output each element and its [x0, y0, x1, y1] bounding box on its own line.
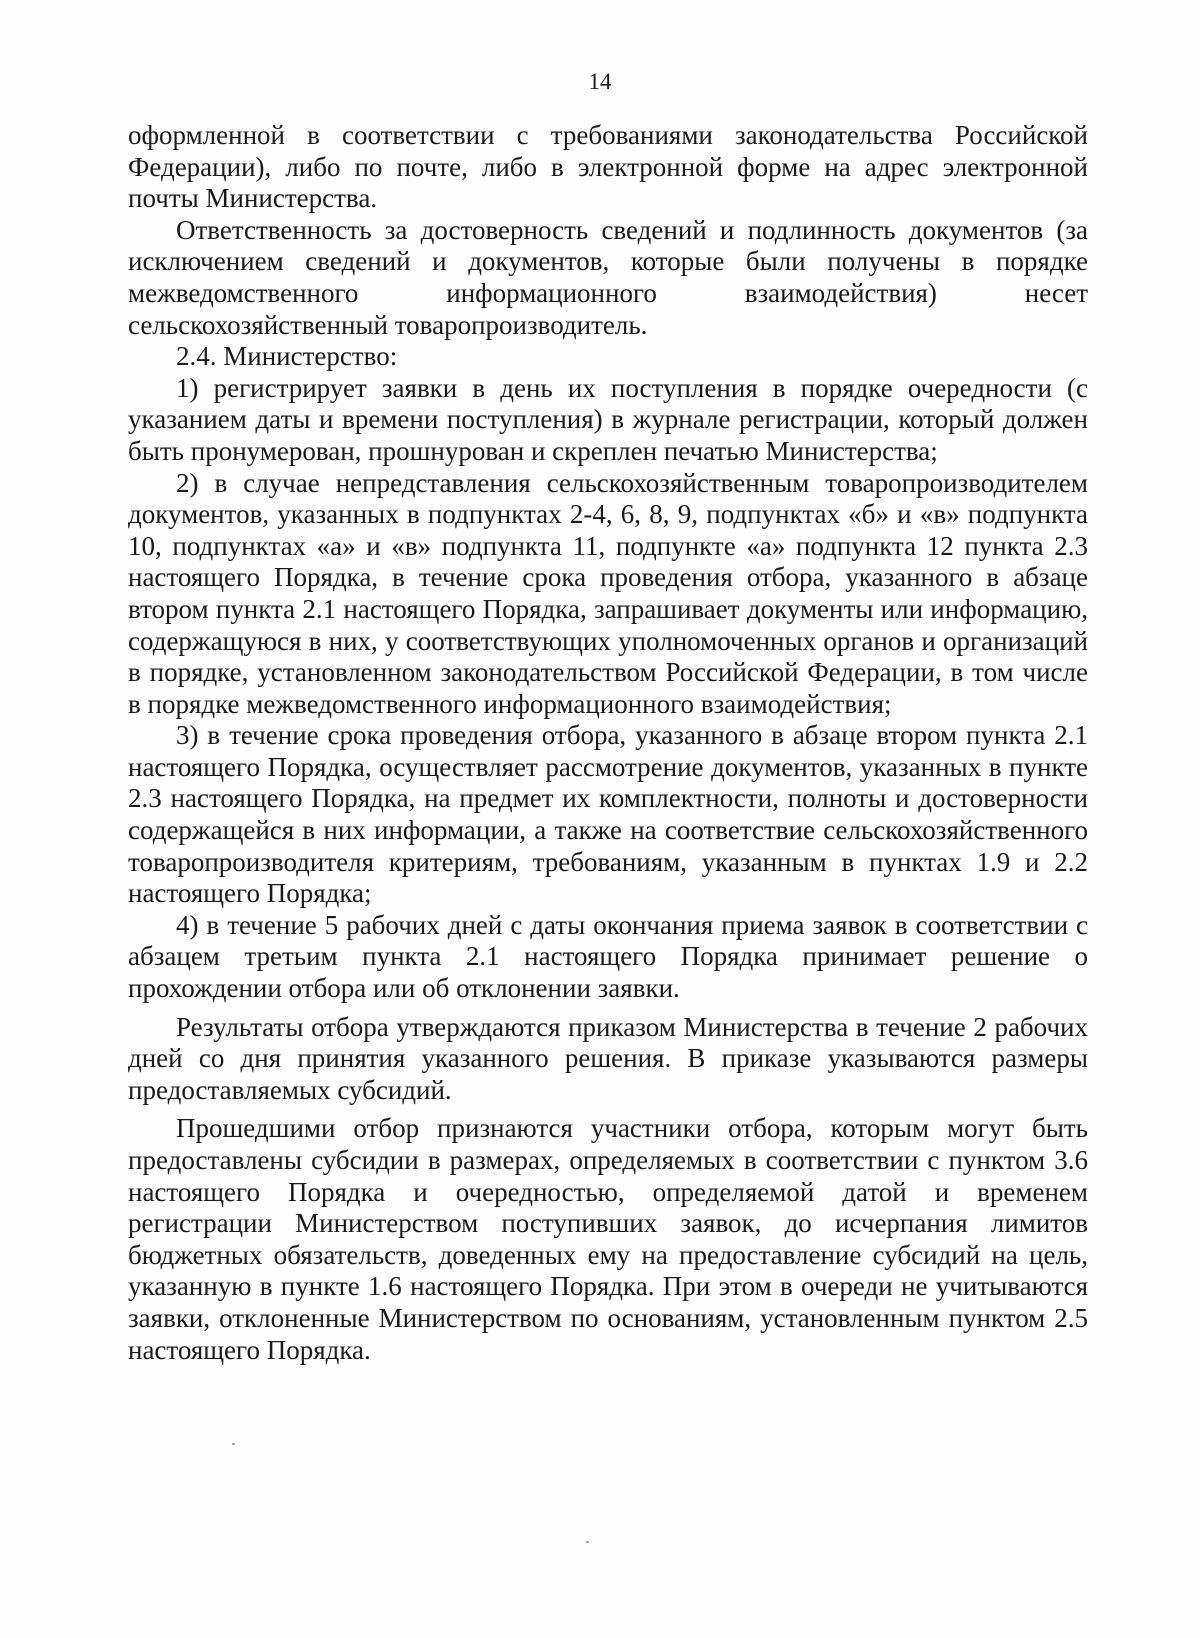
list-item-3: 3) в течение срока проведения отбора, указанного в абзаце втором пункта 2.1 настоящего Порядка, осуществляет рассмотрение документов, указанных в пункте 2.3 настоящего Порядка, на предмет их комплектности, полноты и достоверности содержащейся в них информации, а также на соответствие сельскохозяйственного товаропроизводителя критериям, требованиям, указанным в пунктах 1.9 и 2.2 настоящего Порядка;	[128, 720, 1088, 909]
document-body	[128, 120, 1088, 1366]
scan-speck	[586, 1541, 589, 1543]
paragraph-results: Результаты отбора утверждаются приказом Министерства в течение 2 рабочих дней со дня принятия указанного решения. В приказе указываются размеры предоставляемых субсидий.	[128, 1011, 1088, 1105]
paragraph-responsibility: Ответственность за достоверность сведений и подлинность документов (за исключением сведений и документов, которые были получены в порядке межведомственного информационного взаимодействия) несет сельскохозяйственный товаропроизводитель.	[128, 214, 1088, 340]
list-item-4: 4) в течение 5 рабочих дней с даты окончания приема заявок в соответствии с абзацем третьим пункта 2.1 настоящего Порядка принимает решение о прохождении отбора или об отклонении заявки.	[128, 909, 1088, 1004]
list-item-2: 2) в случае непредставления сельскохозяйственным товаропроизводителем документов, указанных в подпунктах 2-4, 6, 8, 9, подпунктах «б» и «в» подпункта 10, подпунктах «а» и «в» подпункта 11, подпункте «а» подпункта 12 пункта 2.3 настоящего Порядка, в течение срока проведения отбора, указанного в абзаце втором пункта 2.1 настоящего Порядка, запрашивает документы или информацию, содержащуюся в них, у соответствующих уполномоченных органов и организаций в порядке, установленном законодательством Российской Федерации, в том числе в порядке межведомственного информационного взаимодействия;	[128, 467, 1088, 719]
scan-speck	[232, 1443, 235, 1445]
paragraph-winners: Прошедшими отбор признаются участники отбора, которым могут быть предоставлены субсидии в размерах, определяемых в соответствии с пунктом 3.6 настоящего Порядка и очередностью, определяемой датой и временем регистрации Министерством поступивших заявок, до исчерпания лимитов бюджетных обязательств, доведенных ему на предоставление субсидий на цель, указанную в пункте 1.6 настоящего Порядка. При этом в очереди не учитываются заявки, отклоненные Министерством по основаниям, установленным пунктом 2.5 настоящего Порядка.	[128, 1113, 1088, 1365]
paragraph-continuation: оформленной в соответствии с требованиями законодательства Российской Федерации), либо по почте, либо в электронной форме на адрес электронной почты Министерства.	[128, 120, 1088, 214]
page-number: 14	[588, 69, 612, 94]
list-item-1: 1) регистрирует заявки в день их поступления в порядке очередности (с указанием даты и времени поступления) в журнале регистрации, который должен быть пронумерован, прошнурован и скреплен печатью Министерства;	[128, 372, 1088, 466]
section-heading-2-4: 2.4. Министерство:	[176, 341, 398, 372]
